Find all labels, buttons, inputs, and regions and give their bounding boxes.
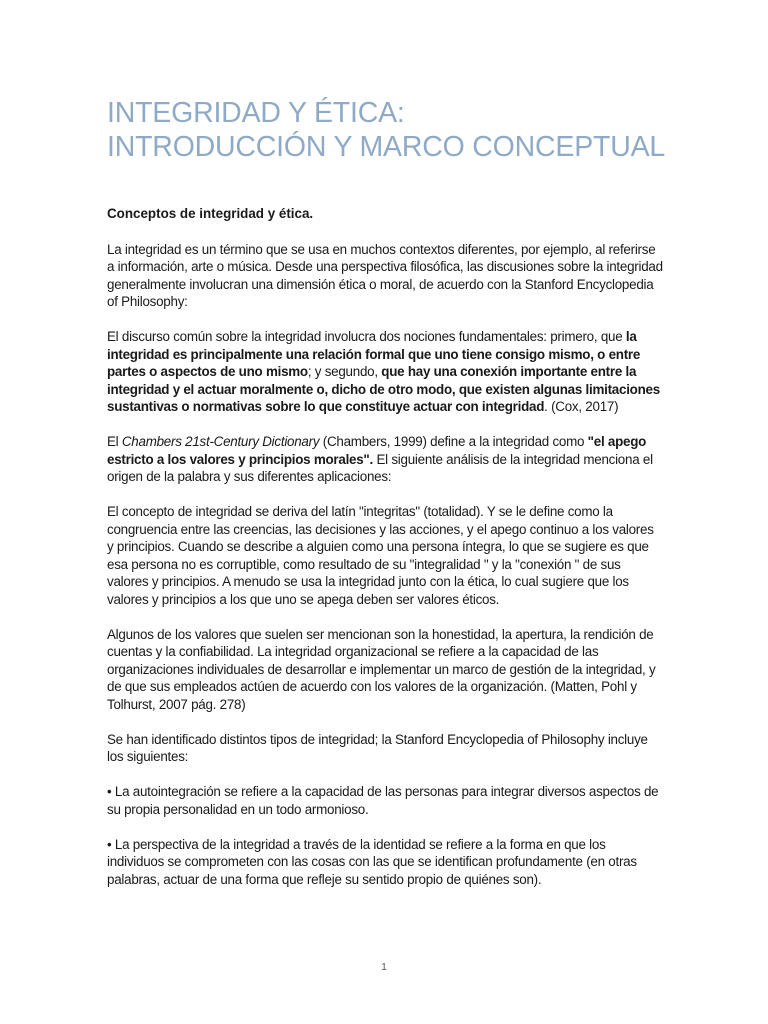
title-line-1: INTEGRIDAD Y ÉTICA: xyxy=(107,97,405,129)
paragraph-1: La integridad es un término que se usa en muchos contextos diferentes, por ejemplo, al referirse a información, arte o música. Desde una perspectiva filosófica, las discusiones sobre la integridad generalmente involucran una dimensión ética o moral, de acuerdo con la Stanford Encyclopedia of Philosophy: xyxy=(107,241,663,310)
p3-text-1: El xyxy=(107,434,122,450)
p3-text-2: (Chambers, 1999) define a la integridad como xyxy=(319,434,588,450)
paragraph-4: El concepto de integridad se deriva del latín "integritas" (totalidad). Y se le define como la congruencia entre las creencias, las decisiones y las acciones, y el apego continuo a los valores y principios. Cuando se describe a alguien como una persona íntegra, lo que se sugiere es que esa persona no es corruptible, como resultado de su "integralidad " y la "conexión " de sus valores y principios. A menudo se usa la integridad junto con la ética, lo cual sugiere que los valores y principios a los que uno se apega deben ser valores éticos. xyxy=(107,504,654,607)
paragraph-5: Algunos de los valores que suelen ser mencionan son la honestidad, la apertura, la rendición de cuentas y la confiabilidad. La integridad organizacional se refiere a la capacidad de las organizaciones individuales de desarrollar e implementar un marco de gestión de la integridad, y de que sus empleados actúen de acuerdo con los valores de la organización. (Matten, Pohl y Tolhurst, 2007 pág. 278) xyxy=(107,626,656,712)
paragraph-6: Se han identificado distintos tipos de integridad; la Stanford Encyclopedia of Philosophy incluye los siguientes: xyxy=(107,731,648,765)
p3-bold-quote: "el apego estricto a los valores y principios morales". xyxy=(107,434,647,467)
p2-text-3: . (Cox, 2017) xyxy=(544,399,619,415)
title-line-2: INTRODUCCIÓN Y MARCO CONCEPTUAL xyxy=(107,131,666,164)
p2-text-2: ; y segundo, xyxy=(307,364,382,380)
bullet-item-1: • La autointegración se refiere a la capacidad de las personas para integrar diversos aspectos de su propia personalidad en un todo armonioso. xyxy=(107,784,659,817)
section-heading: Conceptos de integridad y ética. xyxy=(107,206,314,222)
p3-italic-title: Chambers 21st-Century Dictionary xyxy=(121,434,320,450)
p3-text-3: El siguiente análisis de la integridad menciona el origen de la palabra y sus diferentes aplicaciones: xyxy=(107,451,653,485)
bullet-item-2: • La perspectiva de la integridad a través de la identidad se refiere a la forma en que los individuos se comprometen con las cosas con las que se identifican profundamente (en otras palabras, actuar de una forma que refleje su sentido propio de quiénes son). xyxy=(107,836,637,887)
page-content xyxy=(107,96,666,888)
p2-bold-1: la integridad es principalmente una relación formal que uno tiene consigo mismo, o entre partes o aspectos de uno mismo xyxy=(107,329,641,380)
p2-bold-2: que hay una conexión importante entre la integridad y el actuar moralmente o, dicho de otro modo, que existen algunas limitaciones sustantivas o normativas sobre lo que constituye actuar con integridad xyxy=(107,364,660,415)
paragraph-2-quote xyxy=(107,328,663,416)
document-title xyxy=(107,96,666,164)
p2-text-1: El discurso común sobre la integridad involucra dos nociones fundamentales: primero, que xyxy=(107,329,626,345)
page-number: 1 xyxy=(381,962,387,973)
paragraph-3 xyxy=(107,433,663,486)
